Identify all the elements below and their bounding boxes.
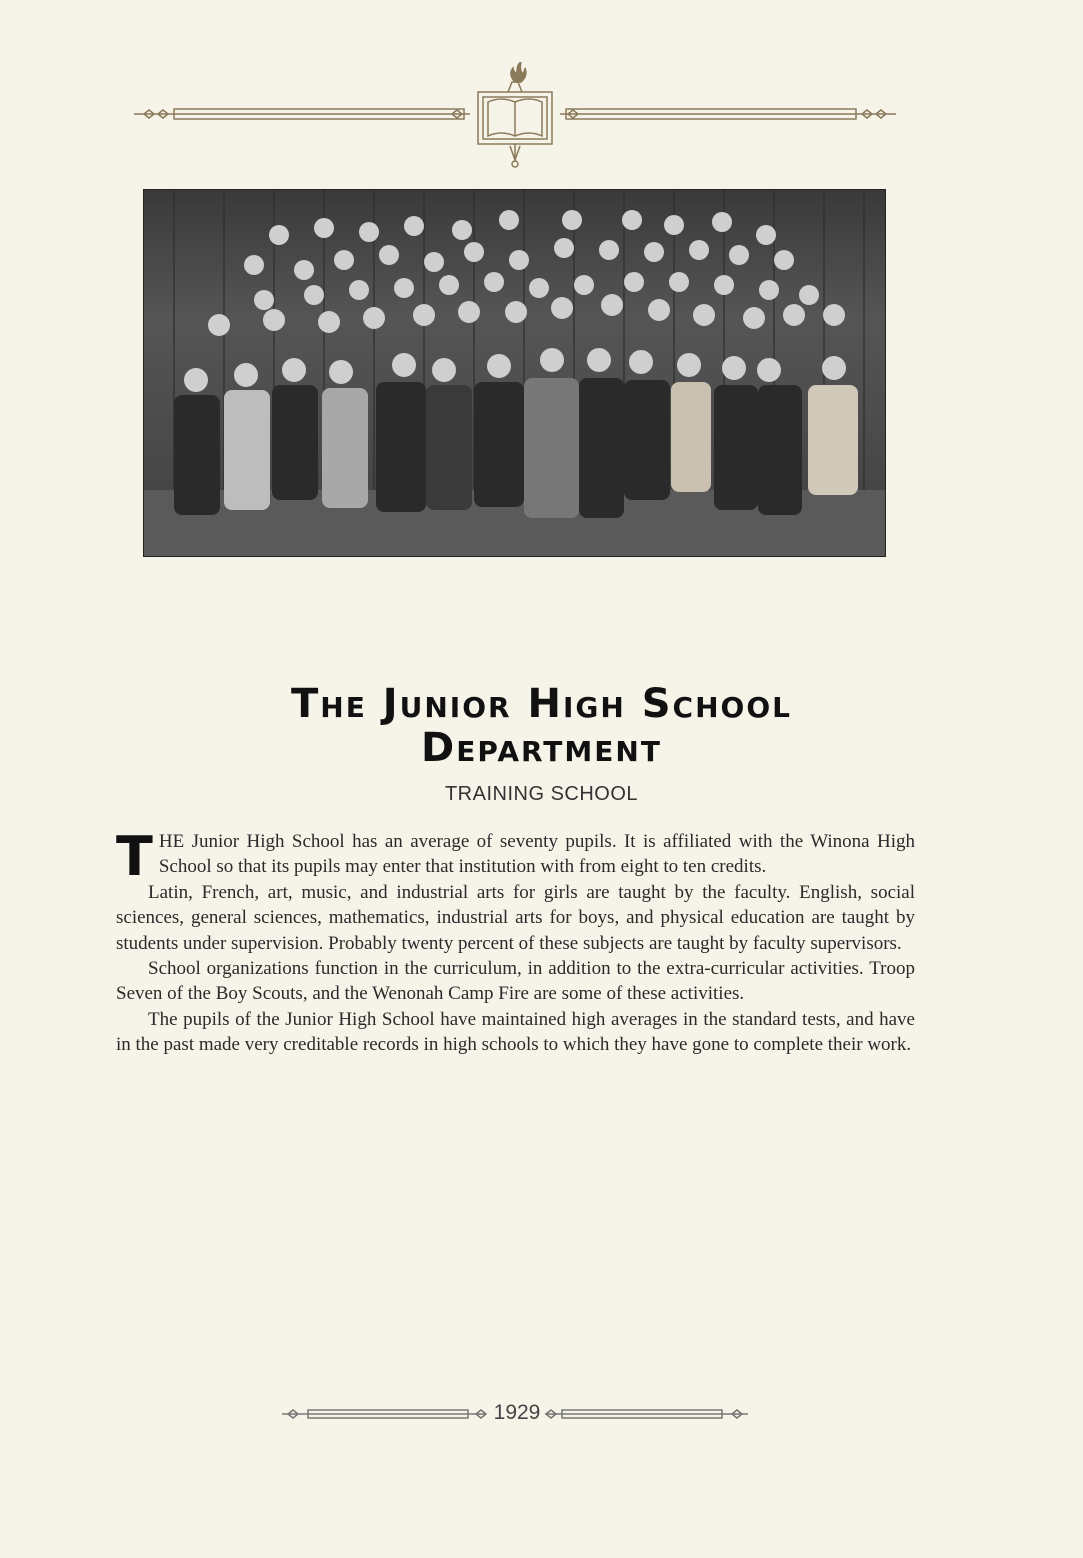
top-ornament bbox=[130, 62, 900, 172]
page-title-line-1: The Junior High School bbox=[290, 681, 792, 727]
drop-cap: T bbox=[116, 825, 153, 888]
page-subtitle: TRAINING SCHOOL bbox=[444, 783, 639, 805]
paragraph-1-text: HE Junior High School has an average of seventy pupils. It is affiliated with the Winona High School so that its pupils may enter that institution with from eight to ten credits. bbox=[158, 831, 915, 878]
paragraph-1 bbox=[116, 825, 915, 888]
page-title-line-2: Department bbox=[421, 725, 662, 771]
class-group-photo bbox=[143, 189, 886, 557]
open-book-torch-icon bbox=[130, 62, 900, 172]
footer-year: 1929 bbox=[491, 1401, 543, 1425]
paragraph-3: School organizations function in the curriculum, in addition to the extra-curricular activities. Troop Seven of the Boy Scouts, and the Wenonah Camp Fire are some of these activities. bbox=[116, 958, 915, 1005]
paragraph-4: The pupils of the Junior High School have maintained high averages in the standard tests, and have in the past made very creditable records in high schools to which they have gone to complete their work. bbox=[116, 1008, 915, 1056]
article-body bbox=[116, 825, 915, 1058]
photo-illustration bbox=[144, 190, 885, 556]
paragraph-2: Latin, French, art, music, and industrial arts for girls are taught by the faculty. English, social sciences, general sciences, mathematics, industrial arts for boys, and physical education are taught by students under supervision. Probably twenty percent of these subjects are taught by faculty supervisors. bbox=[116, 881, 915, 954]
